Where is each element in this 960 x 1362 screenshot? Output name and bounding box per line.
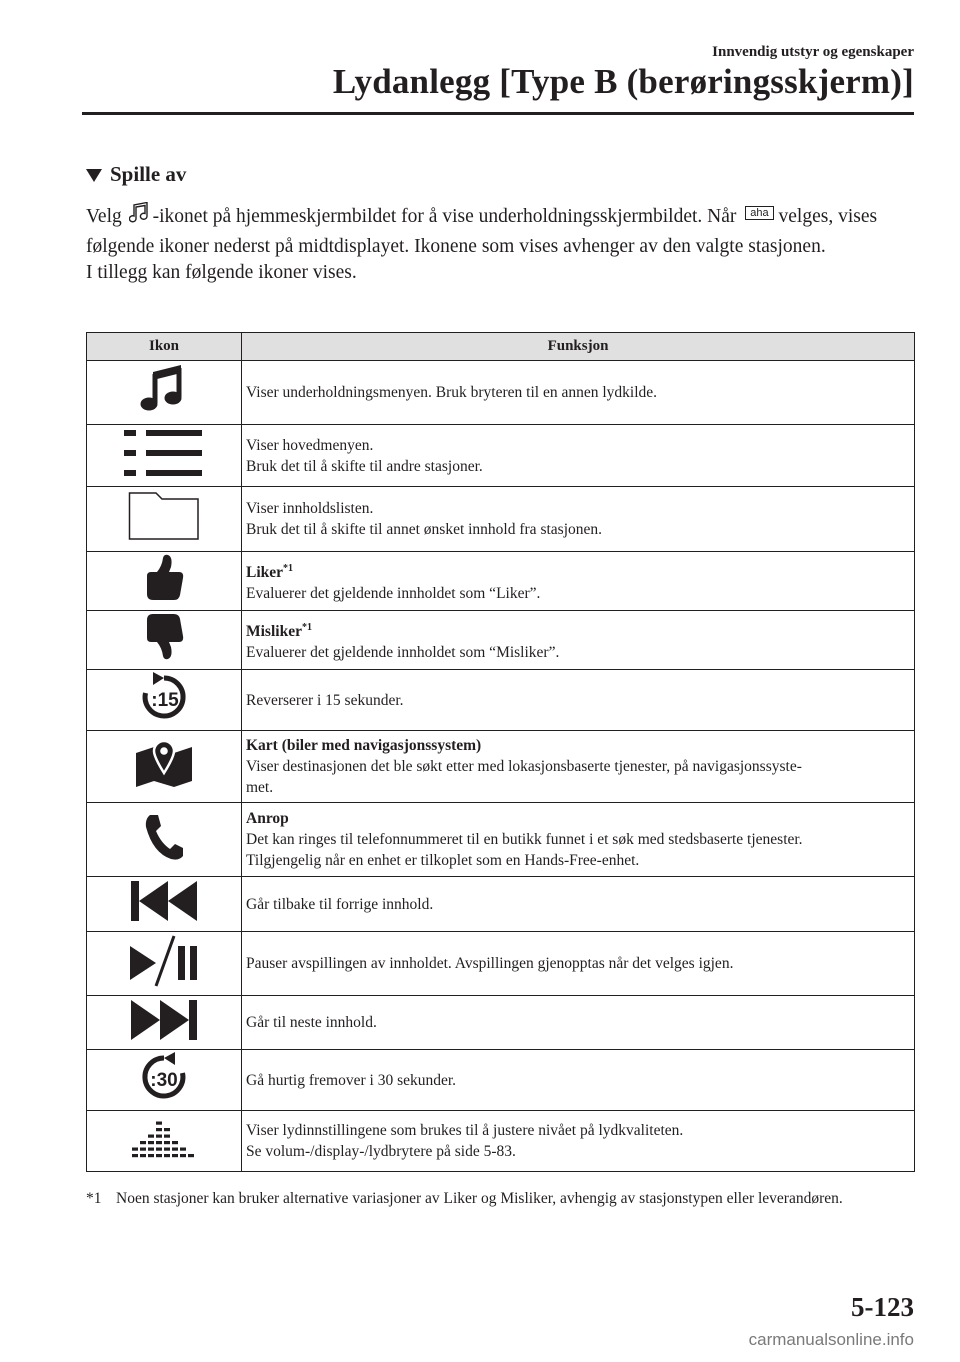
rewind-15-icon	[139, 690, 189, 726]
table-row	[87, 552, 915, 611]
function-description: Gå hurtig fremover i 30 sekunder.	[246, 1071, 457, 1089]
icon-cell	[87, 487, 242, 552]
icon-cell	[87, 996, 242, 1050]
function-description: Bruk det til å skifte til andre stasjoner.	[246, 457, 483, 475]
triangle-bullet-icon	[86, 169, 102, 182]
map-pin-icon	[134, 776, 194, 793]
icon-cell	[87, 361, 242, 425]
function-cell	[242, 1050, 915, 1111]
equalizer-icon	[132, 1147, 196, 1164]
function-description: Viser underholdningsmenyen. Bruk bryteren til en annen lydkilde.	[246, 384, 658, 401]
thumbs-down-icon	[143, 648, 185, 665]
function-cell	[242, 552, 915, 611]
function-description: met.	[246, 779, 274, 796]
function-description: Evaluerer det gjeldende innholdet som “Liker”.	[246, 585, 541, 603]
table-row	[87, 932, 915, 996]
forward-30-label: :30	[150, 1070, 178, 1091]
icon-cell	[87, 552, 242, 611]
column-header-function: Funksjon	[242, 333, 915, 361]
function-title: Anrop	[246, 810, 289, 827]
page-title: Lydanlegg [Type B (berøringsskjerm)]	[332, 62, 914, 101]
function-description: Viser innholdslisten.	[246, 500, 374, 517]
function-description: Viser destinasjonen det ble søkt etter med lokasjonsbaserte tjenester, på navigasjonssyste-	[246, 758, 802, 775]
header-rule	[82, 112, 914, 115]
icon-cell	[87, 1050, 242, 1111]
function-description: Går til neste innhold.	[246, 1014, 377, 1031]
table-row	[87, 425, 915, 487]
function-description: Reverserer i 15 sekunder.	[246, 691, 404, 709]
section-title	[86, 162, 186, 187]
icon-cell	[87, 731, 242, 803]
phone-icon	[144, 848, 184, 865]
table-row	[87, 611, 915, 670]
page-number: 5-123	[851, 1292, 914, 1322]
table-row	[87, 877, 915, 932]
function-cell	[242, 731, 915, 803]
function-cell	[242, 803, 915, 877]
icon-cell	[87, 670, 242, 731]
forward-30-icon	[139, 1070, 189, 1106]
function-cell	[242, 361, 915, 425]
footnote-reference: *1	[301, 621, 312, 633]
function-description: Se volum-/display-/lydbrytere på side 5-83.	[246, 1143, 516, 1160]
table-row	[87, 1050, 915, 1111]
function-description: Det kan ringes til telefonnummeret til en butikk funnet i et søk med stedsbaserte tjenester.	[246, 831, 803, 848]
function-cell	[242, 425, 915, 487]
function-cell	[242, 1111, 915, 1172]
icon-cell	[87, 803, 242, 877]
list-icon	[124, 465, 204, 482]
function-cell	[242, 996, 915, 1050]
thumbs-up-icon	[143, 589, 185, 606]
column-header-icon: Ikon	[87, 333, 242, 361]
icon-cell	[87, 611, 242, 670]
function-cell	[242, 611, 915, 670]
rewind-15-label: :15	[151, 690, 179, 711]
footnote	[86, 1187, 886, 1211]
table-row	[87, 670, 915, 731]
function-description: Viser hovedmenyen.	[246, 436, 374, 454]
function-cell	[242, 487, 915, 552]
watermark: carmanualsonline.info	[748, 1330, 914, 1349]
function-title: Misliker$^{*1}$	[246, 621, 312, 641]
function-description: Evaluerer det gjeldende innholdet som “Misliker”.	[246, 644, 560, 662]
intro-line-2: I tillegg kan følgende ikoner vises.	[86, 262, 357, 283]
skip-forward-icon	[130, 1028, 198, 1045]
skip-back-icon	[130, 909, 198, 926]
function-description: Pauser avspillingen av innholdet. Avspillingen gjenopptas når det velges igjen.	[246, 955, 734, 972]
footnote-reference: *1	[283, 562, 294, 574]
function-cell	[242, 877, 915, 932]
function-cell	[242, 932, 915, 996]
intro-paragraph: Velg -ikonet på hjemmeskjermbildet for å vise underholdningsskjermbildet. Når aha velges, vises følgende ikoner nederst på midtdisplayet. Ikonene som vises avhenger av den valgte stasjonen. I tillegg kan følgende ikoner vises.	[86, 202, 916, 286]
table-row	[87, 731, 915, 803]
table-row	[87, 487, 915, 552]
icon-cell	[87, 932, 242, 996]
function-cell	[242, 670, 915, 731]
footnote-text: Noen stasjoner kan bruker alternative variasjoner av Liker og Misliker, avhengig av stasjonstypen eller leverandøren.	[116, 1190, 843, 1207]
function-description: Går tilbake til forrige innhold.	[246, 895, 434, 913]
icon-table	[86, 332, 915, 1172]
icon-cell	[87, 1111, 242, 1172]
function-title: Kart (biler med navigasjonssystem)	[246, 737, 482, 754]
aha-badge: aha	[745, 206, 773, 220]
function-description: Bruk det til å skifte til annet ønsket innhold fra stasjonen.	[246, 521, 603, 538]
icon-cell	[87, 425, 242, 487]
folder-icon	[128, 528, 200, 545]
music-note-icon	[139, 405, 189, 422]
function-description: Tilgjengelig når en enhet er tilkoplet som en Hands-Free-enhet.	[246, 852, 640, 869]
table-row	[87, 361, 915, 425]
table-row	[87, 803, 915, 877]
music-note-icon	[129, 202, 151, 234]
section-title-text: Spille av	[110, 162, 187, 186]
table-row	[87, 1111, 915, 1172]
icon-cell	[87, 877, 242, 932]
function-title: Liker$^{*1}$	[246, 562, 294, 582]
footnote-mark: *1	[86, 1190, 102, 1207]
play-pause-icon	[128, 975, 200, 992]
function-description: Viser lydinnstillingene som brukes til å justere nivået på lydkvaliteten.	[246, 1122, 684, 1139]
header-category: Innvendig utstyr og egenskaper	[712, 44, 914, 60]
table-row	[87, 996, 915, 1050]
table-header-row	[87, 333, 915, 361]
